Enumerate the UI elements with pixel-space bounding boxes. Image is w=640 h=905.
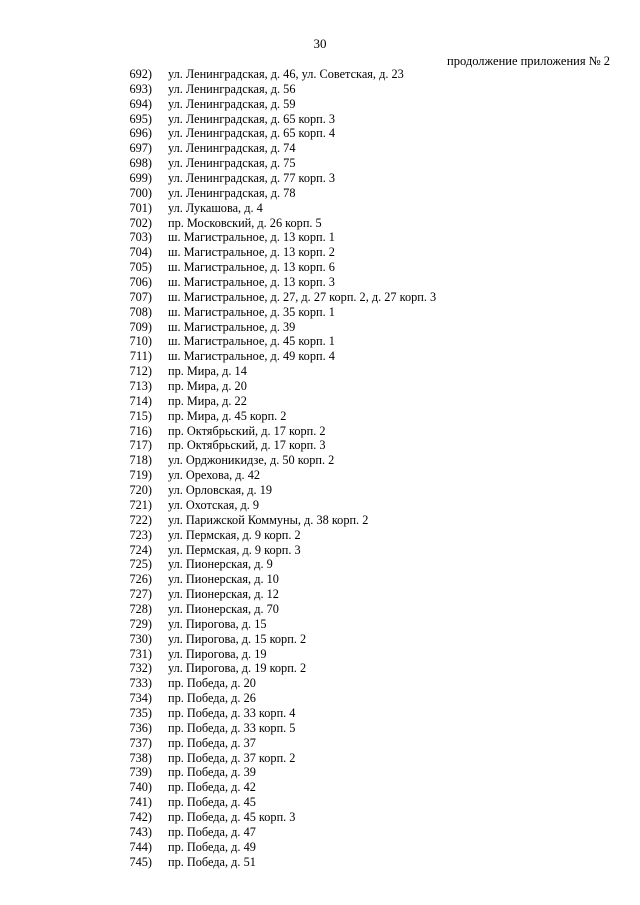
item-address: ул. Ленинградская, д. 78: [168, 185, 296, 200]
list-item: [0, 498, 640, 513]
list-item: [0, 647, 640, 662]
item-number: 721): [129, 497, 152, 512]
item-address: пр. Мира, д. 45 корп. 2: [168, 408, 287, 423]
item-number: 711): [129, 349, 152, 364]
list-item: [0, 780, 640, 795]
item-number: 728): [129, 601, 152, 616]
item-address: пр. Октябрьский, д. 17 корп. 3: [168, 438, 326, 453]
item-number: 718): [129, 453, 152, 468]
item-address: пр. Победа, д. 47: [168, 824, 256, 839]
list-item: [0, 765, 640, 780]
list-item: [0, 706, 640, 721]
item-address: пр. Октябрьский, д. 17 корп. 2: [168, 423, 326, 438]
list-item: [0, 260, 640, 275]
appendix-continuation-note: продолжение приложения № 2: [447, 54, 610, 68]
list-item: [0, 676, 640, 691]
item-number: 712): [129, 364, 152, 379]
list-item: [0, 112, 640, 127]
item-number: 733): [129, 676, 152, 691]
list-item: [0, 201, 640, 216]
list-item: [0, 379, 640, 394]
item-address: ш. Магистральное, д. 13 корп. 1: [168, 230, 335, 245]
item-address: ул. Ленинградская, д. 46, ул. Советская, д. 23: [168, 67, 404, 81]
item-address: ул. Пионерская, д. 9: [168, 557, 273, 572]
list-item: [0, 513, 640, 528]
item-address: ул. Пермская, д. 9 корп. 2: [168, 527, 301, 542]
item-number: 703): [129, 230, 152, 245]
item-address: ш. Магистральное, д. 13 корп. 2: [168, 245, 335, 260]
list-item: [0, 557, 640, 572]
item-number: 704): [129, 245, 152, 260]
list-item: [0, 691, 640, 706]
item-number: 694): [129, 96, 152, 111]
item-number: 730): [129, 631, 152, 646]
item-number: 743): [129, 824, 152, 839]
item-number: 722): [129, 512, 152, 527]
item-address: ул. Пермская, д. 9 корп. 3: [168, 542, 301, 557]
item-number: 710): [129, 334, 152, 349]
list-item: [0, 632, 640, 647]
list-item: [0, 721, 640, 736]
list-item: [0, 349, 640, 364]
item-number: 727): [129, 587, 152, 602]
item-number: 698): [129, 156, 152, 171]
list-item: [0, 602, 640, 617]
list-item: [0, 661, 640, 676]
item-address: пр. Победа, д. 45 корп. 3: [168, 809, 296, 824]
item-address: ул. Ленинградская, д. 75: [168, 156, 296, 171]
item-number: 708): [129, 304, 152, 319]
item-address: ул. Орехова, д. 42: [168, 468, 260, 483]
item-address: ул. Лукашова, д. 4: [168, 200, 263, 215]
item-address: ш. Магистральное, д. 35 корп. 1: [168, 304, 335, 319]
item-number: 717): [129, 438, 152, 453]
item-address: ул. Ленинградская, д. 77 корп. 3: [168, 171, 336, 186]
list-item: [0, 543, 640, 558]
list-item: [0, 334, 640, 349]
item-address: ул. Парижской Коммуны, д. 38 корп. 2: [168, 512, 369, 527]
item-address: пр. Победа, д. 33 корп. 4: [168, 705, 296, 720]
item-number: 697): [129, 141, 152, 156]
item-number: 706): [129, 275, 152, 290]
item-number: 709): [129, 319, 152, 334]
item-address: ул. Орджоникидзе, д. 50 корп. 2: [168, 453, 335, 468]
item-address: пр. Победа, д. 33 корп. 5: [168, 720, 296, 735]
item-address: пр. Победа, д. 37 корп. 2: [168, 750, 296, 765]
item-address: ул. Охотская, д. 9: [168, 497, 260, 512]
list-item: [0, 216, 640, 231]
item-address: ул. Ленинградская, д. 59: [168, 96, 296, 111]
list-item: [0, 230, 640, 245]
item-number: 739): [129, 765, 152, 780]
item-address: ул. Ленинградская, д. 65 корп. 4: [168, 126, 336, 141]
item-number: 729): [129, 616, 152, 631]
list-item: [0, 855, 640, 870]
list-item: [0, 453, 640, 468]
item-address: пр. Мира, д. 20: [168, 379, 247, 394]
list-item: [0, 424, 640, 439]
item-number: 724): [129, 542, 152, 557]
item-number: 737): [129, 735, 152, 750]
list-item: [0, 409, 640, 424]
item-address: пр. Победа, д. 42: [168, 780, 256, 795]
list-item: [0, 141, 640, 156]
item-number: 742): [129, 809, 152, 824]
item-number: 720): [129, 483, 152, 498]
list-item: [0, 305, 640, 320]
item-number: 715): [129, 408, 152, 423]
list-item: [0, 171, 640, 186]
page-number: 30: [313, 36, 327, 51]
list-item: [0, 97, 640, 112]
item-address: ул. Пирогова, д. 19: [168, 646, 267, 661]
item-number: 723): [129, 527, 152, 542]
item-number: 707): [129, 289, 152, 304]
list-item: [0, 587, 640, 602]
list-item: [0, 67, 640, 82]
item-address: пр. Победа, д. 49: [168, 839, 256, 854]
item-number: 702): [129, 215, 152, 230]
list-item: [0, 468, 640, 483]
list-item: [0, 736, 640, 751]
item-address: ш. Магистральное, д. 49 корп. 4: [168, 349, 335, 364]
item-number: 741): [129, 795, 152, 810]
item-number: 726): [129, 572, 152, 587]
list-item: [0, 617, 640, 632]
item-address: ул. Пионерская, д. 70: [168, 601, 279, 616]
item-address: ул. Ленинградская, д. 56: [168, 81, 296, 96]
item-address: ул. Пирогова, д. 19 корп. 2: [168, 661, 307, 676]
item-number: 695): [129, 111, 152, 126]
item-address: ул. Орловская, д. 19: [168, 483, 272, 498]
item-number: 731): [129, 646, 152, 661]
item-address: ул. Ленинградская, д. 74: [168, 141, 296, 156]
list-item: [0, 186, 640, 201]
list-item: [0, 364, 640, 379]
item-address: пр. Победа, д. 45: [168, 795, 256, 810]
list-item: [0, 394, 640, 409]
item-address: ул. Ленинградская, д. 65 корп. 3: [168, 111, 336, 126]
item-number: 719): [129, 468, 152, 483]
item-number: 740): [129, 780, 152, 795]
list-item: [0, 795, 640, 810]
list-item: [0, 275, 640, 290]
item-address: пр. Победа, д. 26: [168, 691, 256, 706]
item-address: пр. Победа, д. 37: [168, 735, 256, 750]
item-number: 701): [129, 200, 152, 215]
item-address: пр. Мира, д. 22: [168, 393, 247, 408]
list-item: [0, 483, 640, 498]
item-number: 692): [129, 67, 152, 81]
item-number: 734): [129, 691, 152, 706]
item-number: 725): [129, 557, 152, 572]
item-address: пр. Мира, д. 14: [168, 364, 247, 379]
item-address: ш. Магистральное, д. 13 корп. 3: [168, 275, 335, 290]
item-number: 736): [129, 720, 152, 735]
item-number: 716): [129, 423, 152, 438]
item-number: 693): [129, 81, 152, 96]
item-address: пр. Московский, д. 26 корп. 5: [168, 215, 322, 230]
list-item: [0, 290, 640, 305]
item-number: 713): [129, 379, 152, 394]
item-address: ш. Магистральное, д. 39: [168, 319, 296, 334]
item-address: пр. Победа, д. 39: [168, 765, 256, 780]
list-item: [0, 840, 640, 855]
address-list: [0, 67, 640, 869]
item-address: пр. Победа, д. 20: [168, 676, 256, 691]
item-number: 714): [129, 393, 152, 408]
item-number: 700): [129, 185, 152, 200]
item-address: ул. Пионерская, д. 12: [168, 587, 279, 602]
list-item: [0, 810, 640, 825]
item-address: ул. Пирогова, д. 15 корп. 2: [168, 631, 307, 646]
list-item: [0, 156, 640, 171]
list-item: [0, 438, 640, 453]
list-item: [0, 528, 640, 543]
list-item: [0, 320, 640, 335]
item-address: пр. Победа, д. 51: [168, 854, 256, 869]
item-address: ул. Пирогова, д. 15: [168, 616, 267, 631]
item-address: ш. Магистральное, д. 45 корп. 1: [168, 334, 335, 349]
item-number: 705): [129, 260, 152, 275]
list-item: [0, 82, 640, 97]
item-address: ш. Магистральное, д. 27, д. 27 корп. 2, д. 27 корп. 3: [168, 289, 437, 304]
item-number: 738): [129, 750, 152, 765]
list-item: [0, 572, 640, 587]
item-number: 744): [129, 839, 152, 854]
item-number: 699): [129, 171, 152, 186]
item-number: 735): [129, 705, 152, 720]
item-number: 745): [129, 854, 152, 869]
item-address: ш. Магистральное, д. 13 корп. 6: [168, 260, 335, 275]
item-number: 732): [129, 661, 152, 676]
list-item: [0, 825, 640, 840]
item-number: 696): [129, 126, 152, 141]
list-item: [0, 126, 640, 141]
list-item: [0, 751, 640, 766]
item-address: ул. Пионерская, д. 10: [168, 572, 279, 587]
list-item: [0, 245, 640, 260]
